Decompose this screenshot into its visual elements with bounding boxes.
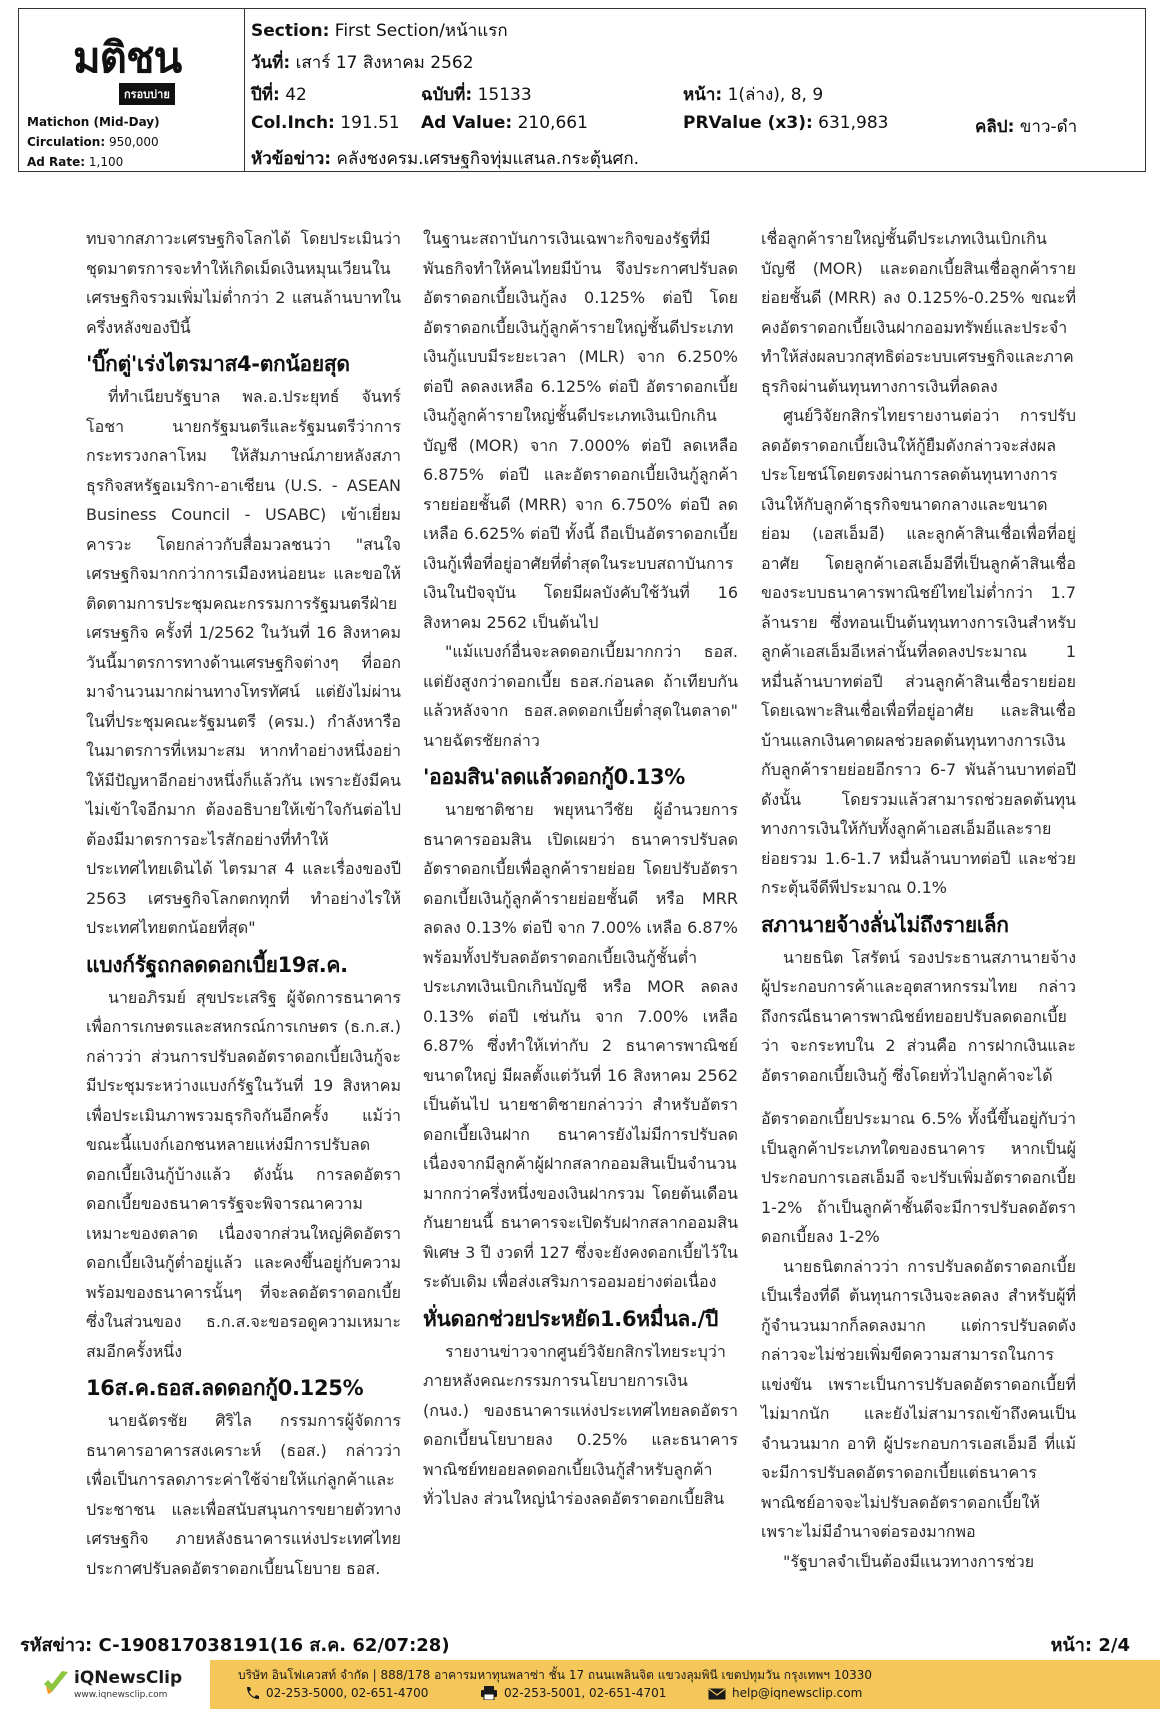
quote-paragraph: "แม้แบงก์อื่นจะลดดอกเบี้ยมากกว่า ธอส. แต่ยังสูงกว่าดอกเบี้ย ธอส.ก่อนลด ถ้าเทียบกันแล้วหลังจาก ธอส.ลดดอกเบี้ยต่ำสุดในตลาด" นายฉัตรชัยกล่าว — [423, 642, 738, 750]
year-field: ปีที่: 42 — [251, 85, 307, 105]
publication-logo-cell — [19, 9, 245, 171]
paragraph: นายธนิต โสรัตน์ รองประธานสภานายจ้างผู้ประกอบการค้าและอุตสาหกรรมไทย กล่าวถึงกรณีธนาคารพาณิชย์ทยอยปรับลดดอกเบี้ยว่า จะกระทบใน 2 ส่วนคือ การฝากเงินและอัตราดอกเบี้ยเงินกู้ ซึ่งโดยทั่วไปลูกค้าจะได้ — [761, 947, 1076, 1085]
email-contact: help@iqnewsclip.com — [708, 1686, 862, 1700]
paragraph: เชื่อลูกค้ารายใหญ่ชั้นดีประเภทเงินเบิกเกินบัญชี (MOR) และดอกเบี้ยสินเชื่อลูกค้ารายย่อยชั้นดี (MRR) ลง 0.125%-0.25% ขณะที่คงอัตราดอกเบี้ยเงินฝากออมทรัพย์และประจำทำให้ส่งผลบวกสุทธิต่อระบบเศรษฐกิจและภาคธุรกิจผ่านต้นทุนทางการเงินที่ลดลง — [761, 229, 1076, 396]
paragraph: นายธนิตกล่าวว่า การปรับลดอัตราดอกเบี้ยเป็นเรื่องที่ดี ต้นทุนการเงินจะลดลง สำหรับผู้ที่กู้จำนวนมากก็ลดลงมาก แต่การปรับลดดังกล่าวจะไม่ช่วยเพิ่มขีดความสามารถในการแข่งขัน เพราะเป็นการปรับลดอัตราดอกเบี้ยที่ไม่มากนัก และยังไม่สามารถเข้าถึงคนเป็นจำนวนมาก อาทิ ผู้ประกอบการเอสเอ็มอี ที่แม้จะมีการปรับลดอัตราดอกเบี้ยแต่ธนาคารพาณิชย์อาจจะไม่ปรับลดอัตราดอกเบี้ยให้ เพราะไม่มีอำนาจต่อรองมากพอ — [761, 1256, 1076, 1541]
quote-paragraph: "รัฐบาลจำเป็นต้องมีแนวทางการช่วย — [783, 1551, 1035, 1571]
subheading: หั่นดอกช่วยประหยัด1.6หมื่นล./ปี — [423, 1306, 719, 1331]
pr-value-field: PRValue (x3): 631,983 — [683, 113, 889, 133]
envelope-icon — [708, 1688, 726, 1700]
paragraph: นายฉัตรชัย ศิริไล กรรมการผู้จัดการธนาคารอาคารสงเคราะห์ (ธอส.) กล่าวว่า เพื่อเป็นการลดภาระค่าใช้จ่ายให้แก่ลูกค้าและประชาชน และเพื่อสนับสนุนการขยายตัวทางเศรษฐกิจ ภายหลังธนาคารแห่งประเทศไทยประกาศปรับลดอัตราดอกเบี้ยนโยบาย ธอส. — [86, 1411, 401, 1578]
brand-name: iQNewsClip — [74, 1668, 183, 1688]
phone-icon — [244, 1686, 260, 1700]
article-column-2 — [423, 224, 738, 1514]
date-field: วันที่: เสาร์ 17 สิงหาคม 2562 — [251, 53, 474, 73]
newsclip-logo-icon — [42, 1668, 70, 1696]
news-code: รหัสข่าว: C-190817038191(16 ส.ค. 62/07:28) — [20, 1635, 450, 1656]
phone-contact: 02-253-5000, 02-651-4700 — [244, 1686, 428, 1700]
paragraph: ที่ทำเนียบรัฐบาล พล.อ.ประยุทธ์ จันทร์โอชา นายกรัฐมนตรีและรัฐมนตรีว่าการกระทรวงกลาโหม ให้สัมภาษณ์ภายหลังสภาธุรกิจสหรัฐอเมริกา-อาเซียน (U.S. - ASEAN Business Council - USABC) เข้าเยี่ยมคารวะ โดยกล่าวกับสื่อมวลชนว่า "สนใจเศรษฐกิจมากกว่าการเมืองหน่อยนะ และขอให้ติดตามการประชุมคณะกรรมการรัฐมนตรีฝ่ายเศรษฐกิจ ครั้งที่ 1/2562 ในวันที่ 16 สิงหาคม วันนี้มาตรการทางด้านเศรษฐกิจต่างๆ ที่ออกมาจำนวนมากผ่านทางโทรทัศน์ แต่ยังไม่ผ่านในที่ประชุมคณะรัฐมนตรี (ครม.) กำลังหารือในมาตรการที่เหมาะสม หากทำอย่างหนึ่งอย่าให้มีปัญหาอีกอย่างหนึ่งก็แล้วกัน เพราะยังมีคนไม่เข้าใจอีกมาก ต้องอธิบายให้เข้าใจกันต่อไป ต้องมีมาตรการอะไรสักอย่างที่ทำให้ประเทศไทยเดินได้ ไตรมาส 4 และเรื่องของปี 2563 เศรษฐกิจโลกตกทุกที่ ทำอย่างไรให้ประเทศไทยตกน้อยที่สุด" — [86, 387, 401, 937]
paragraph: รายงานข่าวจากศูนย์วิจัยกสิกรไทยระบุว่า ภายหลังคณะกรรมการนโยบายการเงิน (กนง.) ของธนาคารแห่งประเทศไทยลดอัตราดอกเบี้ยนโยบายลง 0.25% และธนาคารพาณิชย์ทยอยลดดอกเบี้ยเงินกู้สำหรับลูกค้าทั่วไปลง ส่วนใหญ่นำร่องลดอัตราดอกเบี้ยสิน — [423, 1341, 738, 1508]
subheading: สภานายจ้างลั่นไม่ถึงรายเล็ก — [761, 912, 1009, 937]
page-field: หน้า: 1(ล่าง), 8, 9 — [683, 85, 824, 105]
publication-name: Matichon (Mid-Day) — [27, 115, 160, 129]
company-address: บริษัท อินโฟเควสท์ จำกัด | 888/178 อาคารมหาทุนพลาซ่า ชั้น 17 ถนนเพลินจิต แขวงลุมพินี เขตปทุมวัน กรุงเทพฯ 10330 — [238, 1668, 873, 1682]
brand-url: www.iqnewsclip.com — [74, 1690, 168, 1700]
fax-contact: 02-253-5001, 02-651-4701 — [480, 1686, 666, 1700]
paragraph: ทบจากสภาวะเศรษฐกิจโลกได้ โดยประเมินว่าชุดมาตรการจะทำให้เกิดเม็ดเงินหมุนเวียนในเศรษฐกิจรวมเพิ่มไม่ต่ำกว่า 2 แสนล้านบาทในครึ่งหลังของปีนี้ — [86, 229, 401, 337]
iqnewsclip-brand — [0, 1660, 210, 1709]
section-field: Section: First Section/หน้าแรก — [251, 21, 508, 41]
paragraph: นายอภิรมย์ สุขประเสริฐ ผู้จัดการธนาคารเพื่อการเกษตรและสหกรณ์การเกษตร (ธ.ก.ส.) กล่าวว่า ส่วนการปรับลดอัตราดอกเบี้ยเงินกู้จะมีประชุมระหว่างแบงก์รัฐในวันที่ 19 สิงหาคม เพื่อประเมินภาพรวมธุรกิจกันอีกครั้ง แม้ว่าขณะนี้แบงก์เอกชนหลายแห่งมีการปรับลดดอกเบี้ยเงินกู้บ้างแล้ว ดังนั้น การลดอัตราดอกเบี้ยของธนาคารรัฐจะพิจารณาความเหมาะของตลาด เนื่องจากส่วนใหญ่คิดอัตราดอกเบี้ยเงินกู้ต่ำอยู่แล้ว และคงขึ้นอยู่กับความพร้อมของธนาคารนั้นๆ ที่จะลดอัตราดอกเบี้ย ซึ่งในส่วนของ ธ.ก.ส.จะขอรอดูความเหมาะสมอีกครั้งหนึ่ง — [86, 987, 401, 1361]
subheading: 'ออมสิน'ลดแล้วดอกกู้0.13% — [423, 765, 686, 789]
paragraph: อัตราดอกเบี้ยประมาณ 6.5% ทั้งนี้ขึ้นอยู่กับว่าเป็นลูกค้าประเภทใดของธนาคาร หากเป็นผู้ประกอบการเอสเอ็มอี จะปรับเพิ่มอัตราดอกเบี้ย 1-2% ถ้าเป็นลูกค้าชั้นดีจะมีการปรับลดอัตราดอกเบี้ยลง 1-2% — [761, 1109, 1076, 1246]
headline-field: หัวข้อข่าว: คลังชงครม.เศรษฐกิจทุ่มแสนล.กระตุ้นศก. — [251, 149, 640, 169]
subheading: แบงก์รัฐถกลดดอกเบี้ย19ส.ค. — [86, 952, 348, 977]
subheading: 'บิ๊กตู่'เร่งไตรมาส4-ตกน้อยสุด — [86, 352, 350, 376]
issue-field: ฉบับที่: 15133 — [421, 85, 532, 105]
clip-header — [18, 8, 1146, 172]
col-inch-field: Col.Inch: 191.51 — [251, 113, 400, 133]
footer-bar — [0, 1660, 1160, 1709]
ad-value-field: Ad Value: 210,661 — [421, 113, 588, 133]
clip-field: คลิป: ขาว-ดำ — [975, 117, 1078, 137]
page-indicator: หน้า: 2/4 — [1050, 1635, 1130, 1656]
paragraph: ในฐานะสถาบันการเงินเฉพาะกิจของรัฐที่มีพันธกิจทำให้คนไทยมีบ้าน จึงประกาศปรับลดอัตราดอกเบี้ยเงินกู้ลง 0.125% ต่อปี โดยอัตราดอกเบี้ยเงินกู้ลูกค้ารายใหญ่ชั้นดีประเภทเงินกู้แบบมีระยะเวลา (MLR) จาก 6.250% ต่อปี ลดลงเหลือ 6.125% ต่อปี อัตราดอกเบี้ยเงินกู้ลูกค้ารายใหญ่ชั้นดีประเภทเงินเบิกเกินบัญชี (MOR) จาก 7.000% ต่อปี ลดเหลือ 6.875% ต่อปี และอัตราดอกเบี้ยเงินกู้ลูกค้ารายย่อยชั้นดี (MRR) จาก 6.750% ต่อปี ลดเหลือ 6.625% ต่อปี ทั้งนี้ ถือเป็นอัตราดอกเบี้ยเงินกู้เพื่อที่อยู่อาศัยที่ต่ำสุดในระบบสถาบันการเงินในปัจจุบัน โดยมีผลบังคับใช้วันที่ 16 สิงหาคม 2562 เป็นต้นไป — [423, 229, 738, 632]
paragraph: นายชาติชาย พยุหนาวีชัย ผู้อำนวยการธนาคารออมสิน เปิดเผยว่า ธนาคารปรับลดอัตราดอกเบี้ยเพื่อลูกค้ารายย่อย โดยปรับอัตราดอกเบี้ยเงินกู้ลูกค้ารายย่อยชั้นดี หรือ MRR ลดลง 0.13% ต่อปี จาก 7.00% เหลือ 6.87% พร้อมทั้งปรับลดอัตราดอกเบี้ยเงินกู้ชั้นต่ำประเภทเงินเบิกเกินบัญชี หรือ MOR ลดลง 0.13% ต่อปี เช่นกัน จาก 7.00% เหลือ 6.87% ซึ่งทำให้เท่ากับ 2 ธนาคารพาณิชย์ขนาดใหญ่ มีผลตั้งแต่วันที่ 16 สิงหาคม 2562 เป็นต้นไป นายชาติชายกล่าวว่า สำหรับอัตราดอกเบี้ยเงินฝาก ธนาคารยังไม่มีการปรับลด เนื่องจากมีลูกค้าผู้ฝากสลากออมสินเป็นจำนวนมากกว่าครึ่งหนึ่งของเงินฝากรวม โดยต้นเดือนกันยายนนี้ ธนาคารจะเปิดรับฝากสลากออมสินพิเศษ 3 ปี งวดที่ 127 ซึ่งจะยังคงดอกเบี้ยไว้ในระดับเดิม เพื่อส่งเสริมการออมอย่างต่อเนื่อง — [423, 800, 738, 1291]
fax-printer-icon — [480, 1686, 498, 1700]
article-column-3 — [761, 224, 1076, 1576]
edition-tag: กรอบบ่าย — [119, 83, 175, 105]
article-column-1 — [86, 224, 401, 1583]
matichon-logo: มติชน — [73, 33, 182, 82]
subheading: 16ส.ค.ธอส.ลดดอกกู้0.125% — [86, 1376, 364, 1400]
ad-rate: Ad Rate: 1,100 — [27, 155, 124, 169]
paragraph: ศูนย์วิจัยกสิกรไทยรายงานต่อว่า การปรับลดอัตราดอกเบี้ยเงินให้กู้ยืมดังกล่าวจะส่งผลประโยชน์โดยตรงผ่านการลดต้นทุนทางการเงินให้กับลูกค้าธุรกิจขนาดกลางและขนาดย่อม (เอสเอ็มอี) และลูกค้าสินเชื่อเพื่อที่อยู่อาศัย โดยลูกค้าเอสเอ็มอีที่เป็นลูกค้าสินเชื่อของระบบธนาคารพาณิชย์ไทยไม่ต่ำกว่า 1.7 ล้านราย ซึ่งทอนเป็นต้นทุนทางการเงินสำหรับลูกค้าเอสเอ็มอีเหล่านั้นที่ลดลงประมาณ 1 หมื่นล้านบาทต่อปี ส่วนลูกค้าสินเชื่อรายย่อย โดยเฉพาะสินเชื่อเพื่อที่อยู่อาศัย และสินเชื่อบ้านแลกเงินคาดผลช่วยลดต้นทุนทางการเงินกับลูกค้ารายย่อยอีกราว 6-7 พันล้านบาทต่อปี ดังนั้น โดยรวมแล้วสามารถช่วยลดต้นทุนทางการเงินให้กับทั้งลูกค้าเอสเอ็มอีและรายย่อยรวม 1.6-1.7 หมื่นล้านบาทต่อปี และช่วยกระตุ้นจีดีพีประมาณ 0.1% — [761, 406, 1076, 897]
circulation: Circulation: 950,000 — [27, 135, 159, 149]
